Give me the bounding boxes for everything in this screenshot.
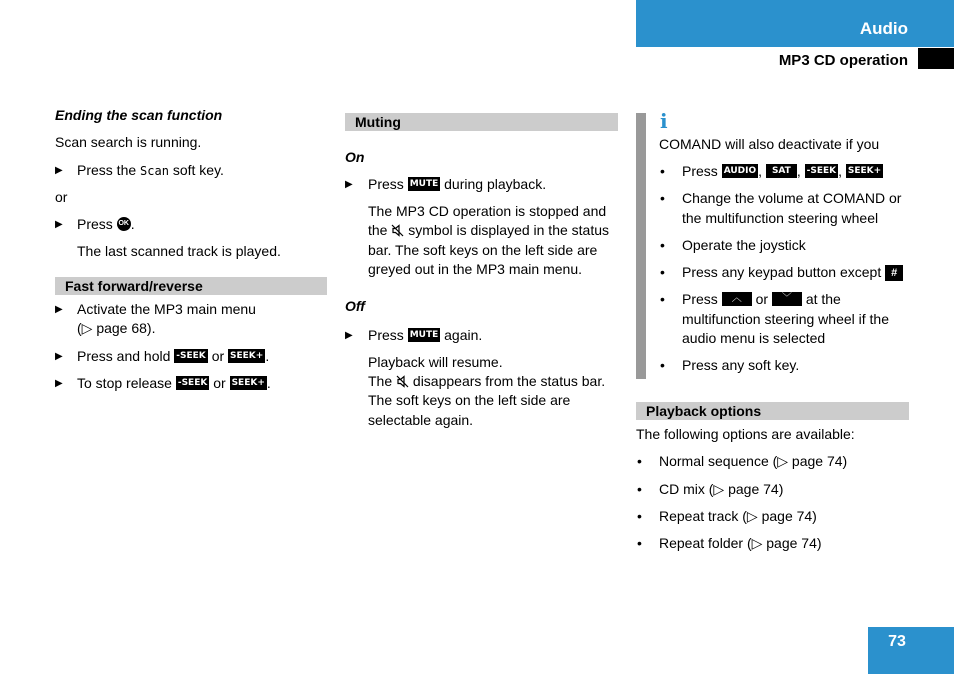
step-text: the	[368, 222, 388, 238]
bullet-dot-icon: •	[637, 453, 642, 469]
press-keys-item	[682, 163, 883, 179]
off-text-line1: Playback will resume.	[368, 354, 503, 370]
bullet-dot-icon: •	[660, 264, 665, 280]
up-arrow-key-icon: ︿	[722, 292, 752, 306]
bullet-dot-icon: •	[660, 163, 665, 179]
ok-button-icon: OK	[117, 217, 131, 231]
activate-step-line1: Activate the MP3 main menu	[77, 301, 256, 317]
last-track-text: The last scanned track is played.	[77, 243, 281, 259]
off-text-line2	[368, 373, 605, 389]
muting-heading-bar: Muting	[345, 113, 618, 131]
activate-step-line2: (▷ page 68).	[77, 320, 156, 336]
on-heading: On	[345, 149, 365, 165]
press-mute-again-step	[368, 327, 482, 343]
step-text: soft key.	[172, 162, 224, 178]
seek-plus-key-icon: SEEK+	[231, 378, 265, 389]
seek-minus-key-icon: -SEEK	[177, 378, 208, 389]
stop-release-step	[77, 375, 271, 391]
item-text: ,	[838, 163, 842, 179]
joystick-item: Operate the joystick	[682, 237, 806, 253]
off-heading: Off	[345, 298, 365, 314]
page-number: 73	[888, 633, 906, 650]
soft-key-item: Press any soft key.	[682, 357, 800, 373]
bullet-dot-icon: •	[660, 190, 665, 206]
option-repeat-track: Repeat track (▷ page 74)	[659, 508, 817, 524]
info-box-rule	[636, 113, 646, 379]
seek-plus-key-icon: SEEK+	[847, 166, 882, 177]
step-text: .	[130, 216, 135, 232]
on-text-line1: The MP3 CD operation is stopped and	[368, 203, 607, 219]
item-text: Press	[682, 291, 718, 307]
item-text: Press	[682, 163, 718, 179]
bullet-dot-icon: •	[637, 481, 642, 497]
step-text: or	[211, 348, 225, 364]
step-text: The	[368, 373, 393, 389]
arrow-bullet-icon: ▶	[55, 304, 63, 315]
steering-item-line1	[682, 291, 841, 307]
subsection-title: MP3 CD operation	[778, 52, 908, 69]
step-text: To stop release	[77, 375, 172, 391]
step-text: disappears from the status bar.	[412, 373, 606, 389]
arrow-bullet-icon: ▶	[55, 165, 63, 176]
step-text: Press	[77, 216, 113, 232]
scan-running-text: Scan search is running.	[55, 134, 202, 150]
press-hold-step	[77, 348, 269, 364]
options-intro-text: The following options are available:	[636, 426, 855, 442]
on-text-line3: bar. The soft keys on the left side are	[368, 242, 598, 258]
audio-key-icon: AUDIO	[723, 166, 757, 177]
on-text-line2	[368, 222, 609, 238]
step-text: Press and hold	[77, 348, 171, 364]
bullet-dot-icon: •	[660, 237, 665, 253]
step-text: .	[266, 375, 271, 391]
step-text: again.	[444, 327, 483, 343]
seek-minus-key-icon: -SEEK	[806, 166, 837, 177]
steering-item-line3: audio menu is selected	[682, 330, 826, 346]
down-arrow-key-icon: ﹀	[772, 292, 802, 306]
scan-heading: Ending the scan function	[55, 107, 223, 123]
seek-plus-key-icon: SEEK+	[230, 351, 264, 362]
step-text: during playback.	[444, 176, 547, 192]
step-text: symbol is displayed in the status	[408, 222, 610, 238]
option-normal-sequence: Normal sequence (▷ page 74)	[659, 453, 848, 469]
step-text: Press	[368, 327, 404, 343]
item-text: at the	[805, 291, 841, 307]
change-volume-line1: Change the volume at COMAND or	[682, 190, 902, 206]
arrow-bullet-icon: ▶	[55, 378, 63, 389]
step-text: Press	[368, 176, 404, 192]
sat-key-icon: SAT	[766, 164, 797, 178]
steering-item-line2: multifunction steering wheel if the	[682, 311, 889, 327]
arrow-bullet-icon: ▶	[55, 351, 63, 362]
bullet-dot-icon: •	[637, 535, 642, 551]
step-text: .	[265, 348, 270, 364]
seek-minus-key-icon: -SEEK	[176, 351, 206, 362]
item-text: or	[755, 291, 769, 307]
scan-softkey-label: Scan	[140, 164, 169, 178]
step-text: or	[213, 375, 226, 391]
mute-key-icon: MUTE	[409, 179, 439, 190]
option-repeat-folder: Repeat folder (▷ page 74)	[659, 535, 822, 551]
info-intro-text: COMAND will also deactivate if you	[659, 136, 880, 152]
change-volume-line2: the multifunction steering wheel	[682, 210, 879, 226]
on-text-line4: greyed out in the MP3 main menu.	[368, 261, 583, 277]
arrow-bullet-icon: ▶	[345, 330, 353, 341]
header-marker	[918, 48, 954, 69]
playback-heading-bar: Playback options	[636, 402, 909, 420]
info-icon: i	[660, 109, 668, 133]
bullet-dot-icon: •	[660, 291, 665, 307]
hash-key-icon: #	[885, 265, 903, 281]
bullet-dot-icon: •	[660, 357, 665, 373]
off-text-line3: The soft keys on the left side are	[368, 392, 571, 408]
ff-heading-bar: Fast forward/reverse	[55, 277, 327, 295]
press-mute-step	[368, 176, 546, 192]
mute-speaker-icon	[396, 375, 409, 388]
mute-speaker-icon	[391, 224, 404, 237]
off-text-line4: selectable again.	[368, 412, 474, 428]
item-text: Press any keypad button except	[682, 264, 882, 280]
arrow-bullet-icon: ▶	[345, 179, 353, 190]
press-ok-step	[77, 216, 135, 232]
item-text: ,	[758, 163, 763, 179]
keypad-item	[682, 264, 903, 281]
option-cd-mix: CD mix (▷ page 74)	[659, 481, 784, 497]
section-title: Audio	[859, 19, 908, 38]
press-scan-step	[77, 162, 224, 178]
mute-key-icon: MUTE	[409, 330, 439, 341]
or-text: or	[55, 189, 68, 205]
item-text: ,	[796, 163, 801, 179]
arrow-bullet-icon: ▶	[55, 219, 63, 230]
bullet-dot-icon: •	[637, 508, 642, 524]
step-text: Press the	[77, 162, 137, 178]
